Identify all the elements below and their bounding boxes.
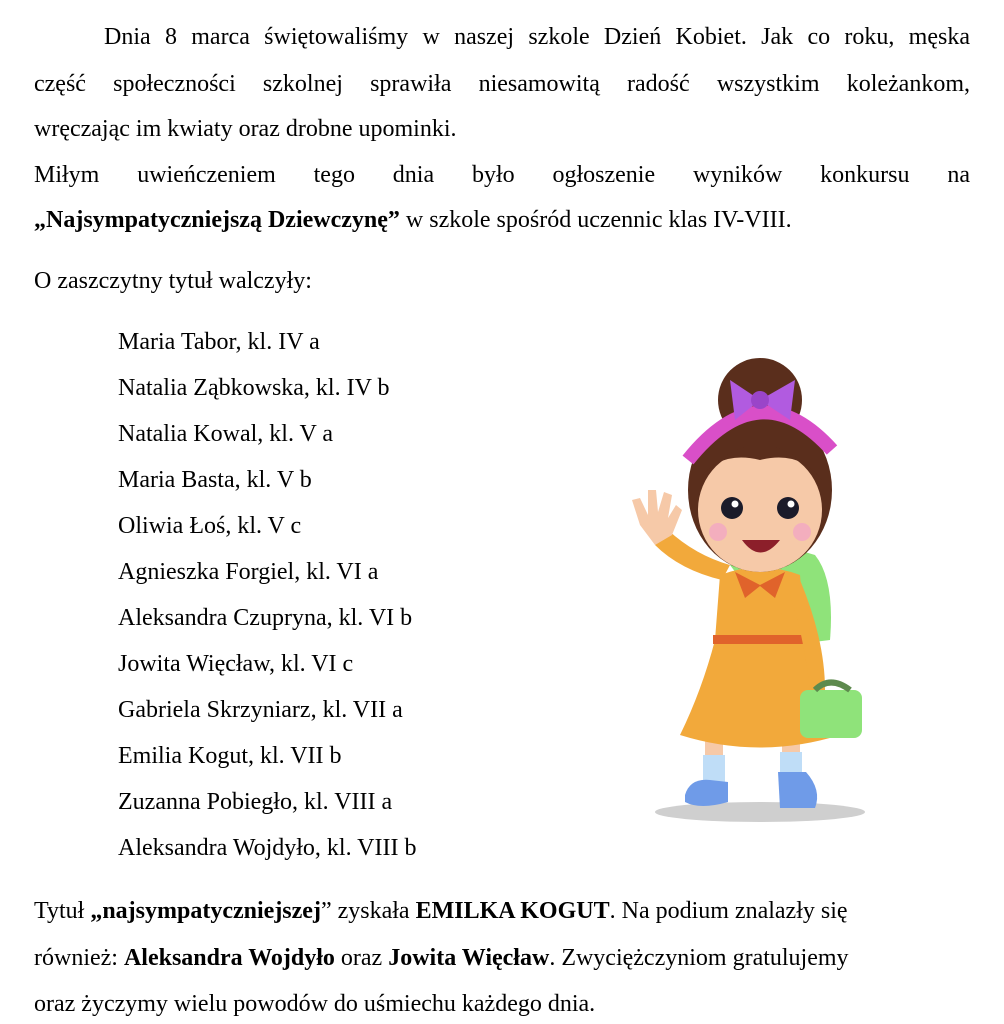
list-item: Maria Basta, kl. V b (118, 467, 312, 493)
hand-bag (800, 690, 862, 738)
list-item: Agnieszka Forgiel, kl. VI a (118, 559, 379, 585)
shoe (685, 780, 728, 806)
sock (703, 755, 725, 783)
third-place: Jowita Więcław (388, 945, 550, 971)
intro-line-1: Dnia 8 marca świętowaliśmy w naszej szkole Dzień Kobiet. Jak co roku, męska (104, 24, 970, 50)
shadow (655, 802, 865, 822)
belt (713, 635, 805, 644)
list-item: Maria Tabor, kl. IV a (118, 329, 320, 355)
candidates-list (118, 327, 416, 879)
result-line-2: również: Aleksandra Wojdyło oraz Jowita Więcław. Zwyciężczyniom gratulujemy (34, 945, 849, 971)
list-item: Jowita Więcław, kl. VI c (118, 651, 354, 677)
eye (721, 497, 743, 519)
candidates-heading: O zaszczytny tytuł walczyły: (34, 268, 312, 294)
contest-title: „Najsympatyczniejszą Dziewczynę” (34, 207, 400, 233)
result-line-3: oraz życzymy wielu powodów do uśmiechu każdego dnia. (34, 991, 596, 1017)
list-item: Natalia Kowal, kl. V a (118, 421, 334, 447)
list-item: Zuzanna Pobiegło, kl. VIII a (118, 789, 393, 815)
list-item: Aleksandra Wojdyło, kl. VIII b (118, 835, 417, 861)
intro-line-4: Miłym uwieńczeniem tego dnia było ogłoszenie wyników konkursu na (34, 162, 970, 188)
winner-name: EMILKA KOGUT (415, 898, 610, 924)
intro-line-3: wręczając im kwiaty oraz drobne upominki. (34, 116, 457, 142)
list-item: Natalia Ząbkowska, kl. IV b (118, 375, 390, 401)
second-place: Aleksandra Wojdyło (123, 945, 335, 971)
result-line-1: Tytuł „najsympatyczniejszej” zyskała EMILKA KOGUT. Na podium znalazły się (34, 898, 848, 924)
list-item: Oliwia Łoś, kl. V c (118, 513, 302, 539)
list-item: Emilia Kogut, kl. VII b (118, 743, 342, 769)
intro-line-5: „Najsympatyczniejszą Dziewczynę” w szkole spośród uczennic klas IV-VIII. (34, 207, 792, 233)
eye (777, 497, 799, 519)
list-item: Gabriela Skrzyniarz, kl. VII a (118, 697, 403, 723)
shoe (778, 772, 817, 808)
girl-illustration (610, 340, 890, 830)
intro-line-2: część społeczności szkolnej sprawiła niesamowitą radość wszystkim koleżankom, (34, 71, 970, 97)
list-item: Aleksandra Czupryna, kl. VI b (118, 605, 413, 631)
face (698, 448, 822, 572)
